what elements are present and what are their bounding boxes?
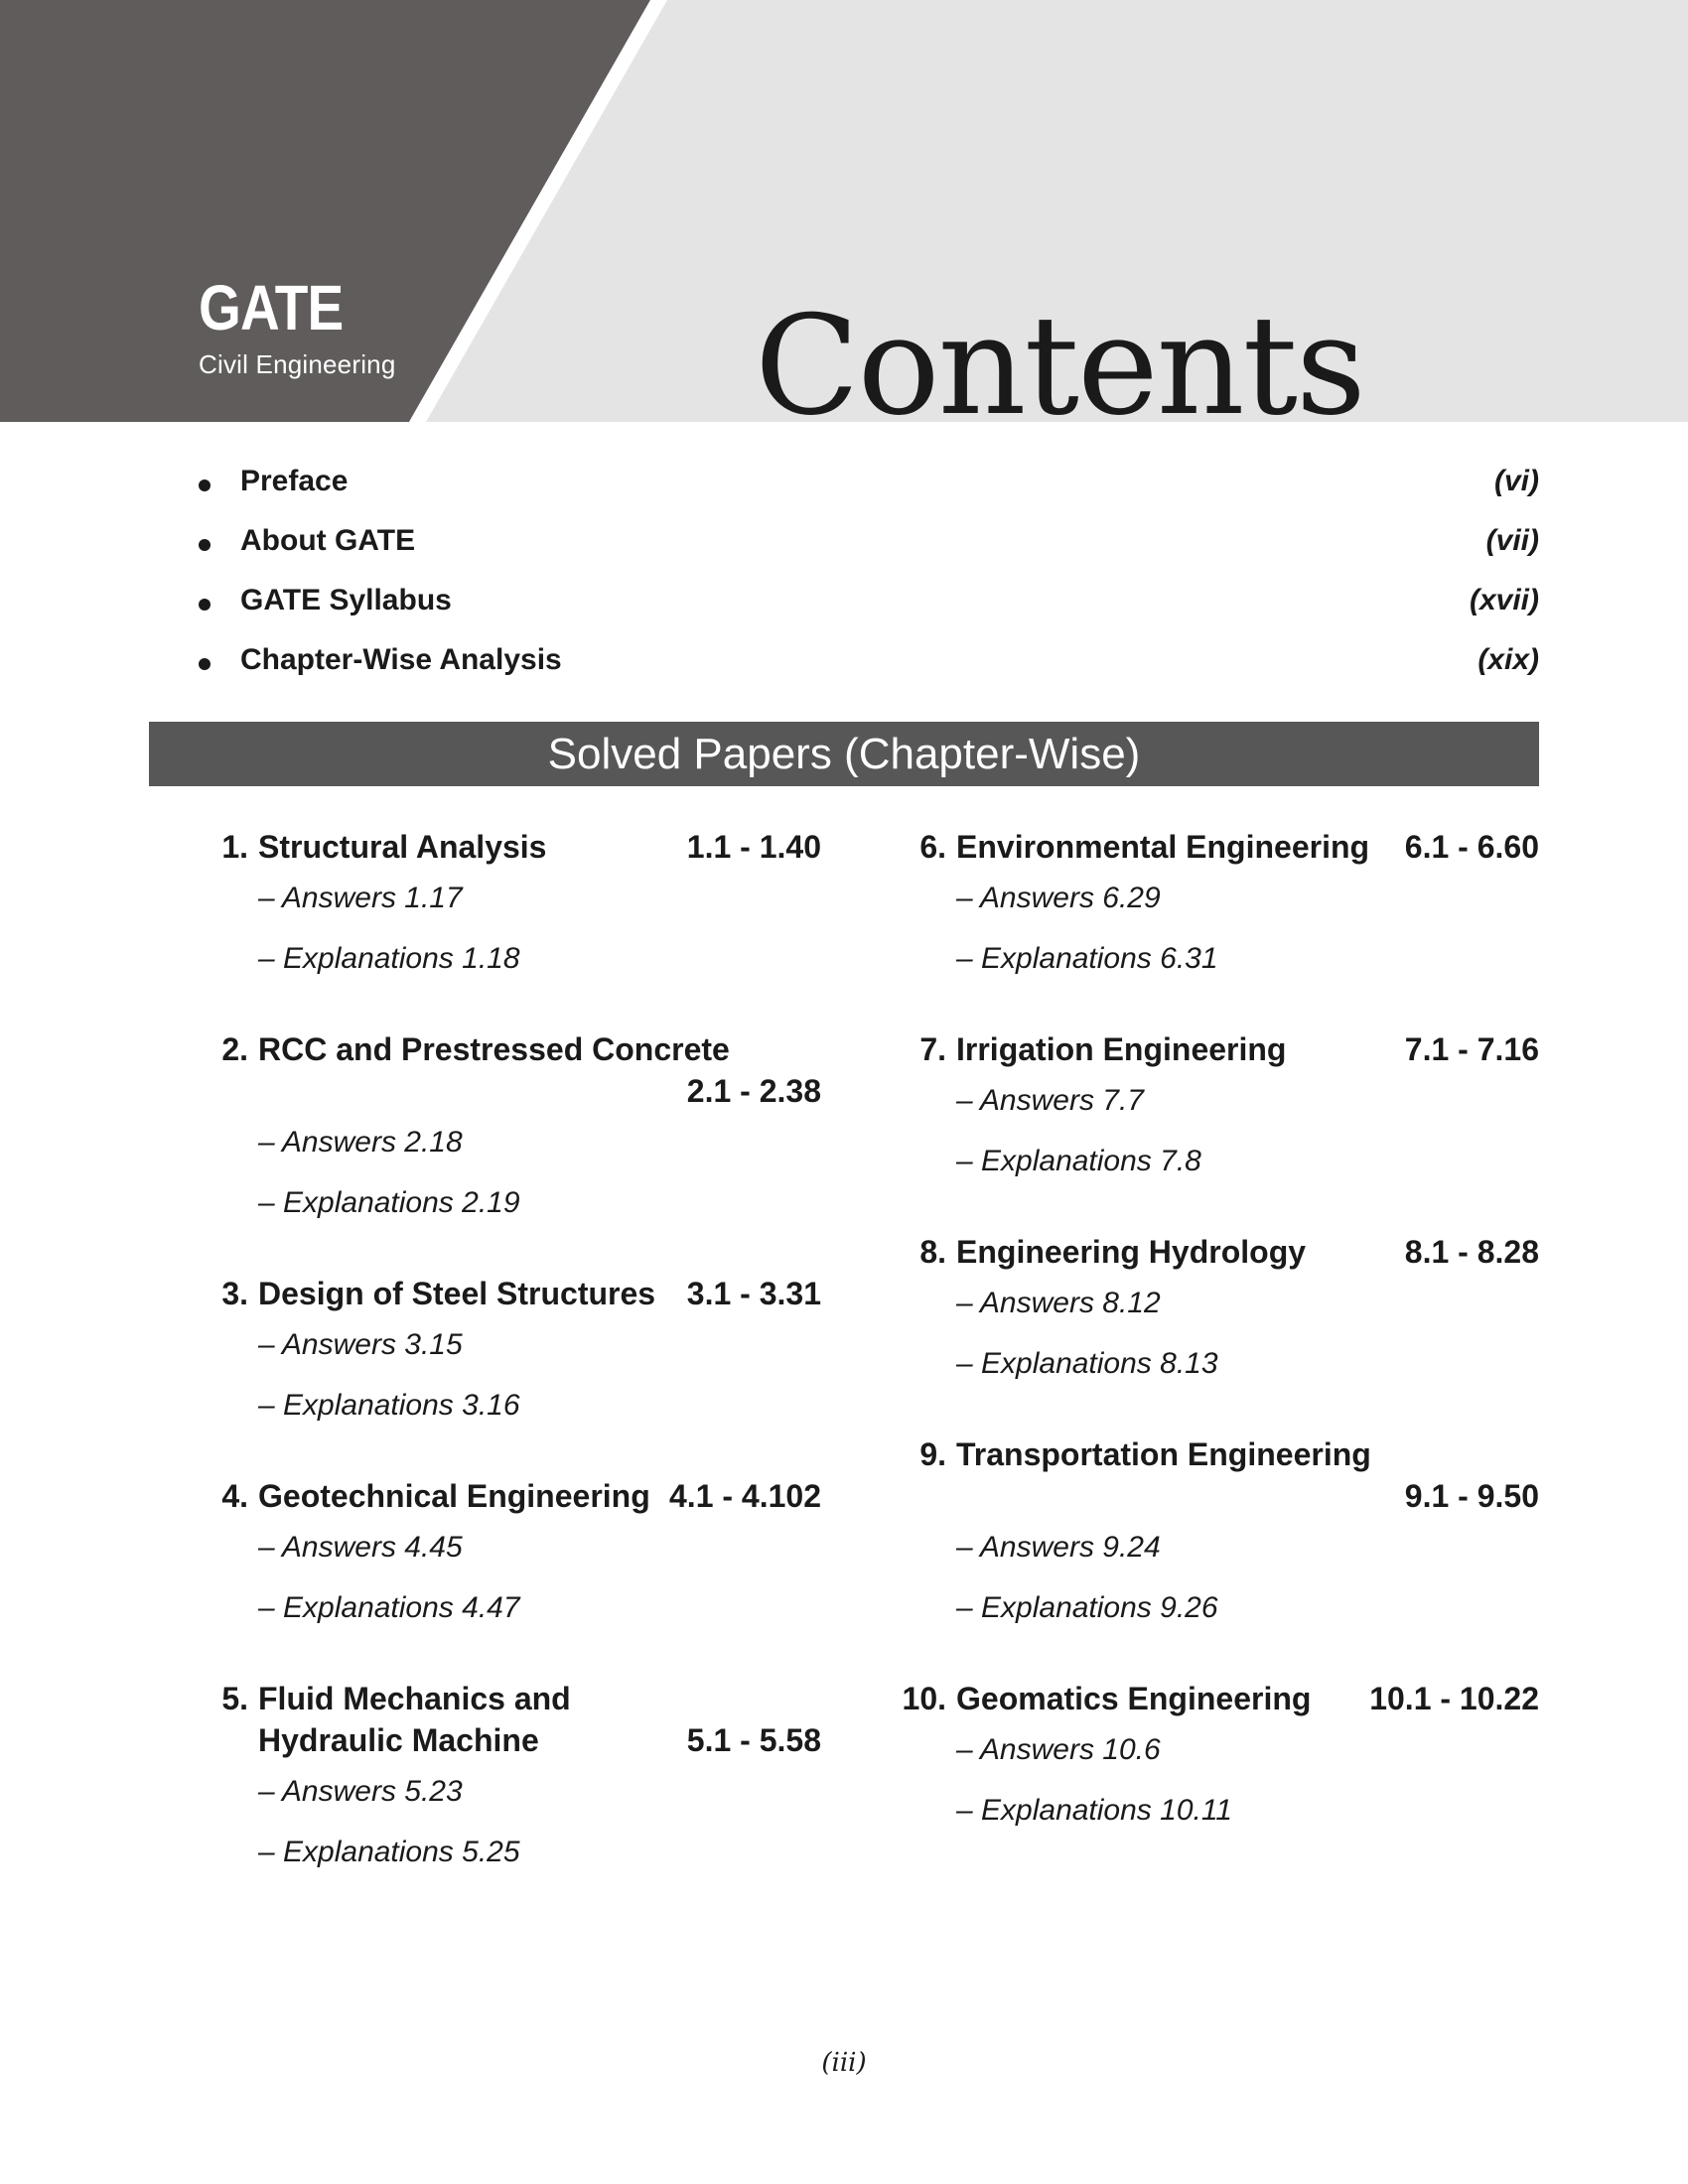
front-matter-page: (xvii) [1469,584,1539,616]
chapter-entry[interactable] [899,1433,1539,1638]
chapter-number: 10. [902,1681,946,1716]
chapter-title: Irrigation Engineering [956,1031,1287,1067]
answers-link[interactable]: – Answers 5.23 [258,1775,463,1808]
bullet-icon [199,599,211,611]
page-number-text: (iii) [821,2048,867,2078]
chapter-pages: 4.1 - 4.102 [669,1478,821,1514]
front-matter-label: GATE Syllabus [240,584,452,616]
section-header: Solved Papers (Chapter-Wise) [149,722,1539,786]
chapter-entry[interactable] [201,826,821,989]
answers-link[interactable]: – Answers 3.15 [258,1328,463,1361]
explanations-link[interactable]: – Explanations 2.19 [258,1186,520,1219]
brand-title: GATE [199,272,344,343]
chapter-title: Structural Analysis [258,829,547,865]
chapter-entry[interactable] [899,826,1539,989]
front-matter-label: About GATE [240,524,416,557]
chapter-number: 8. [919,1234,946,1270]
chapter-title: Transportation Engineering [956,1436,1371,1472]
chapter-entry[interactable] [899,1028,1539,1191]
chapter-pages: 1.1 - 1.40 [686,829,821,865]
bullet-icon [199,539,211,551]
chapter-pages: 2.1 - 2.38 [686,1073,821,1109]
explanations-link[interactable]: – Explanations 6.31 [956,942,1218,975]
chapter-number: 6. [919,829,946,865]
explanations-link[interactable]: – Explanations 10.11 [956,1794,1232,1827]
chapter-entry[interactable] [201,1028,821,1233]
chapter-entry[interactable] [201,1273,821,1435]
front-matter-label: Preface [240,465,349,497]
chapter-heading [899,1231,1539,1273]
front-matter-item[interactable] [199,584,1539,643]
answers-link[interactable]: – Answers 2.18 [258,1126,463,1159]
chapter-heading [201,1475,821,1517]
chapter-title: Environmental Engineering [956,829,1370,865]
chapter-number: 3. [221,1276,248,1311]
chapter-heading [201,1028,821,1112]
chapter-title: Engineering Hydrology [956,1234,1307,1270]
chapter-heading [201,826,821,868]
chapter-heading [899,1028,1539,1070]
answers-link[interactable]: – Answers 6.29 [956,882,1161,914]
chapter-pages: 7.1 - 7.16 [1404,1031,1539,1067]
chapter-number: 4. [221,1478,248,1514]
chapter-entry[interactable] [201,1678,821,1882]
chapter-number: 5. [221,1681,248,1716]
explanations-link[interactable]: – Explanations 3.16 [258,1389,520,1422]
chapter-heading [899,1433,1539,1517]
front-matter-item[interactable] [199,643,1539,703]
chapter-title: RCC and Prestressed Concrete [258,1031,730,1067]
chapter-number: 9. [919,1436,946,1472]
answers-link[interactable]: – Answers 1.17 [258,882,463,914]
chapter-column-left [201,826,821,1922]
answers-link[interactable]: – Answers 7.7 [956,1084,1144,1117]
chapter-pages: 10.1 - 10.22 [1369,1681,1539,1716]
explanations-link[interactable]: – Explanations 9.26 [956,1591,1218,1624]
front-matter-item[interactable] [199,524,1539,584]
front-matter-item[interactable] [199,465,1539,524]
explanations-link[interactable]: – Explanations 5.25 [258,1836,520,1868]
chapter-title: Geotechnical Engineering [258,1478,650,1514]
chapter-entry[interactable] [899,1231,1539,1394]
chapter-title: Geomatics Engineering [956,1681,1312,1716]
chapter-number: 2. [221,1031,248,1067]
front-matter-label: Chapter-Wise Analysis [240,643,562,676]
chapter-entry[interactable] [201,1475,821,1638]
chapter-heading [201,1273,821,1314]
chapter-heading [899,1678,1539,1719]
bullet-icon [199,658,211,670]
answers-link[interactable]: – Answers 8.12 [956,1287,1161,1319]
front-matter-page: (xix) [1477,643,1539,676]
front-matter-list [199,465,1539,703]
front-matter-page: (vi) [1494,465,1539,497]
chapter-title: Design of Steel Structures [258,1276,656,1311]
answers-link[interactable]: – Answers 9.24 [956,1531,1161,1564]
header-banner [0,0,1688,446]
explanations-link[interactable]: – Explanations 4.47 [258,1591,520,1624]
chapter-heading [201,1678,821,1761]
explanations-link[interactable]: – Explanations 7.8 [956,1145,1201,1177]
explanations-link[interactable]: – Explanations 8.13 [956,1347,1218,1380]
chapter-entry[interactable] [899,1678,1539,1841]
chapter-heading [899,826,1539,868]
chapter-pages: 9.1 - 9.50 [1404,1478,1539,1514]
answers-link[interactable]: – Answers 4.45 [258,1531,463,1564]
chapter-pages: 6.1 - 6.60 [1404,829,1539,865]
chapter-pages: 5.1 - 5.58 [686,1722,821,1758]
answers-link[interactable]: – Answers 10.6 [956,1733,1161,1766]
brand-subtitle: Civil Engineering [199,349,396,379]
chapter-column-right [899,826,1539,1880]
page-number [0,2048,1688,2078]
brand-block [199,272,396,380]
chapter-number: 7. [919,1031,946,1067]
explanations-link[interactable]: – Explanations 1.18 [258,942,520,975]
page-title: Contents [755,286,1364,446]
chapter-pages: 3.1 - 3.31 [686,1276,821,1311]
chapter-title: Fluid Mechanics and Hydraulic Machine [258,1681,571,1758]
bullet-icon [199,479,211,491]
front-matter-page: (vii) [1485,524,1539,557]
chapter-number: 1. [221,829,248,865]
chapter-pages: 8.1 - 8.28 [1404,1234,1539,1270]
